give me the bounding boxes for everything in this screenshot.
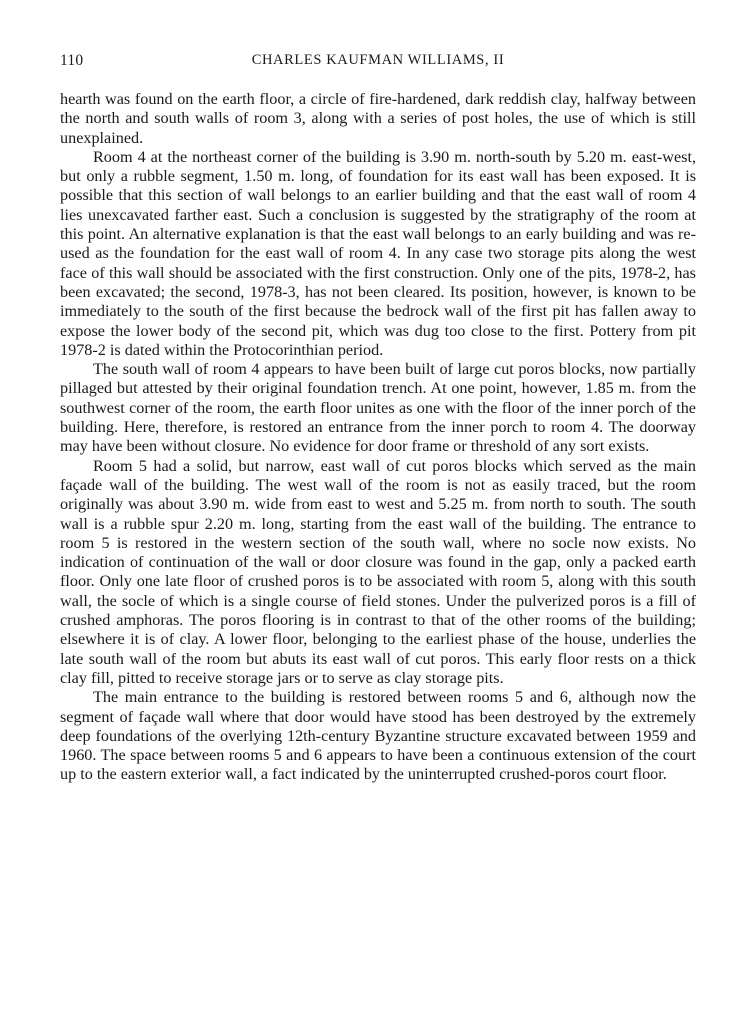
body-text bbox=[60, 90, 696, 785]
paragraph: The south wall of room 4 appears to have been built of large cut poros blocks, now partially pillaged but attested by their original foundation trench. At one point, however, 1.85 m. from the southwest corner of the room, the earth floor unites as one with the floor of the inner porch of the building. Here, therefore, is restored an entrance from the inner porch to room 4. The doorway may have been without closure. No evidence for door frame or threshold of any sort exists. bbox=[60, 360, 696, 456]
running-head bbox=[60, 52, 696, 76]
paragraph: Room 4 at the northeast corner of the building is 3.90 m. north-south by 5.20 m. east-west, but only a rubble segment, 1.50 m. long, of foundation for its east wall has been exposed. It is possible that this section of wall belongs to an earlier building and that the east wall of room 4 lies unexcavated farther east. Such a conclusion is suggested by the stratigraphy of the room at this point. An alternative explanation is that the east wall belongs to an early building and was re-used as the foundation for the east wall of room 4. In any case two storage pits along the west face of this wall should be associated with the first construction. Only one of the pits, 1978-2, has been excavated; the second, 1978-3, has not been cleared. Its position, however, is known to be immediately to the south of the first because the bedrock wall of the first pit has fallen away to expose the lower body of the second pit, which was dug too close to the first. Pottery from pit 1978-2 is dated within the Protocorinthian period. bbox=[60, 147, 696, 359]
paragraph: hearth was found on the earth floor, a circle of fire-hardened, dark reddish clay, halfway between the north and south walls of room 3, along with a series of post holes, the use of which is still unexplained. bbox=[60, 90, 696, 147]
page-number: 110 bbox=[60, 52, 84, 69]
paragraph: Room 5 had a solid, but narrow, east wall of cut poros blocks which served as the main façade wall of the building. The west wall of the room is not as easily traced, but the room originally was about 3.90 m. wide from east to west and 5.25 m. from north to south. The south wall is a rubble spur 2.20 m. long, starting from the east wall of the building. The entrance to room 5 is restored in the western section of the south wall, where no socle now exists. No indication of continuation of the wall or door closure was found in the gap, only a packed earth floor. Only one late floor of crushed poros is to be associated with room 5, along with this south wall, the socle of which is a single course of field stones. Under the pulverized poros is a fill of crushed amphoras. The poros flooring is in contrast to that of the other rooms of the building; elsewhere it is of clay. A lower floor, belonging to the earliest phase of the house, underlies the late south wall of the room but abuts its east wall of cut poros. This early floor rests on a thick clay fill, pitted to receive storage jars or to serve as clay storage pits. bbox=[60, 456, 696, 687]
page bbox=[60, 52, 696, 785]
running-title: CHARLES KAUFMAN WILLIAMS, II bbox=[251, 52, 505, 68]
paragraph: The main entrance to the building is restored between rooms 5 and 6, although now the segment of façade wall where that door would have stood has been destroyed by the extremely deep foundations of the overlying 12th-century Byzantine structure excavated between 1959 and 1960. The space between rooms 5 and 6 appears to have been a continuous extension of the court up to the eastern exterior wall, a fact indicated by the uninterrupted crushed-poros court floor. bbox=[60, 688, 696, 784]
